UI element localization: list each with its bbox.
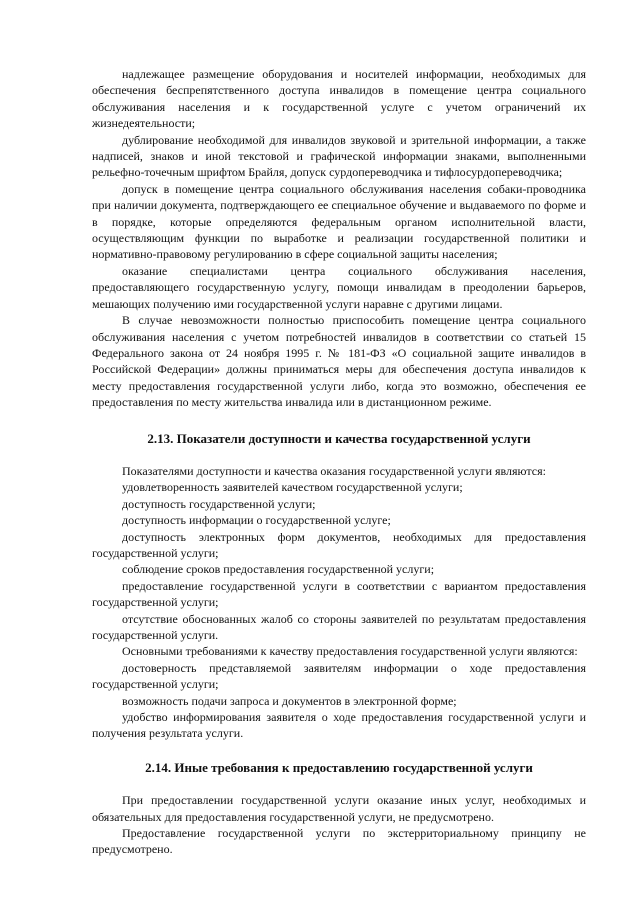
document-body [92, 66, 586, 858]
paragraph: дублирование необходимой для инвалидов звуковой и зрительной информации, а также надписей, знаков и иной текстовой и графической информации знаками, выполненными рельефно-точечным шрифтом Брайля, допуск сурдопереводчика и тифлосурдопереводчика; [92, 132, 586, 180]
list-item: доступность электронных форм документов, необходимых для предоставления государственной услуги; [92, 529, 586, 560]
section-heading-2-13: 2.13. Показатели доступности и качества государственной услуги [147, 430, 531, 446]
list-item: доступность информации о государственной услуге; [122, 513, 391, 528]
paragraph: надлежащее размещение оборудования и носителей информации, необходимых для обеспечения беспрепятственного доступа инвалидов в помещение центра социального обслуживания населения и к государственной услуге с учетом ограничений их жизнедеятельности; [92, 67, 586, 131]
list-item: отсутствие обоснованных жалоб со стороны заявителей по результатам предоставления государственной услуги. [92, 611, 586, 642]
paragraph: В случае невозможности полностью приспособить помещение центра социального обслуживания населения с учетом потребностей инвалидов в соответствии со статьей 15 Федерального закона от 24 ноября 1995 г. № 181-ФЗ «О социальной защите инвалидов в Российской Федерации» должны приниматься меры для обеспечения доступа инвалидов к месту предоставления государственной услуги либо, когда это возможно, обеспечения ее предоставления по месту жительства инвалида или в дистанционном режиме. [92, 313, 586, 410]
list-item: соблюдение сроков предоставления государственной услуги; [122, 562, 435, 577]
list-item: возможность подачи запроса и документов в электронной форме; [122, 693, 457, 708]
paragraph: Показателями доступности и качества оказания государственной услуги являются: [122, 463, 546, 478]
list-item: удобство информирования заявителя о ходе предоставления государственной услуги и получения результата услуги. [92, 710, 586, 741]
paragraph: Предоставление государственной услуги по экстерриториальному принципу не предусмотрено. [92, 826, 586, 857]
paragraph: допуск в помещение центра социального обслуживания населения собаки-проводника при наличии документа, подтверждающего ее специальное обучение и выдаваемого по форме и в порядке, которые определяются федеральным органом исполнительной власти, осуществляющим функции по выработке и реализации государственной политики и нормативно-правовому регулированию в сфере социальной защиты населения; [92, 181, 586, 262]
list-item: доступность государственной услуги; [122, 496, 316, 511]
paragraph: оказание специалистами центра социального обслуживания населения, предоставляющего государственную услугу, помощи инвалидам в преодолении барьеров, мешающих получению ими государственной услуги наравне с другими лицами. [92, 263, 586, 311]
list-item: достоверность представляемой заявителям информации о ходе предоставления государственной услуги; [92, 660, 586, 692]
list-item: удовлетворенность заявителей качеством государственной услуги; [122, 480, 463, 495]
list-item: предоставление государственной услуги в соответствии с вариантом предоставления государственной услуги; [92, 578, 586, 610]
paragraph: При предоставлении государственной услуги оказание иных услуг, необходимых и обязательных для предоставления государственной услуги, не предусмотрено. [92, 793, 586, 824]
section-heading-2-14: 2.14. Иные требования к предоставлению государственной услуги [145, 759, 533, 775]
paragraph: Основными требованиями к качеству предоставления государственной услуги являются: [122, 644, 578, 659]
